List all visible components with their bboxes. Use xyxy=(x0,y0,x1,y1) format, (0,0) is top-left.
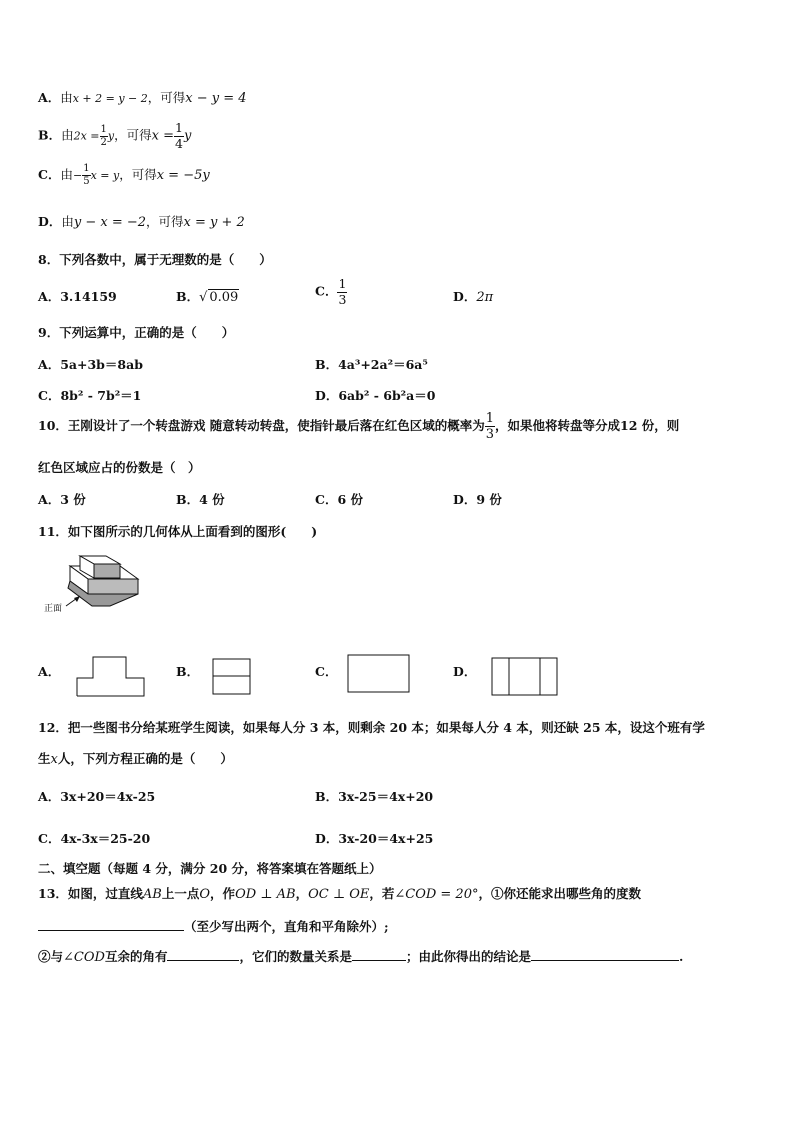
text: ，可得 xyxy=(146,214,184,229)
section-title: 二、填空题（每题 4 分，满分 20 分，将答案填在答题纸上） xyxy=(38,861,382,876)
q13-line3 xyxy=(38,947,683,965)
equation: OD ⊥ AB xyxy=(235,887,296,902)
option-label: D． xyxy=(453,289,477,304)
q9-option-a: A．5a+3b＝8ab xyxy=(38,357,143,372)
option-label: A． xyxy=(38,90,61,105)
text: ，作 xyxy=(210,886,236,901)
text: ②与 xyxy=(38,949,64,964)
equation: y − x = −2 xyxy=(73,215,147,230)
text: 由 xyxy=(61,214,74,229)
q9-option-c: C．8b² - 7b²＝1 xyxy=(38,388,142,403)
fraction: $\frac{1}{2}$ xyxy=(100,123,107,148)
text: 上一点 xyxy=(161,886,200,901)
text: 由 xyxy=(61,127,74,143)
option-label: B． xyxy=(38,127,62,143)
q7-option-c xyxy=(38,164,210,187)
text: ，若 xyxy=(369,886,395,901)
option-label: B． xyxy=(176,289,200,304)
equation: ∠COD = 20° xyxy=(394,887,479,902)
sign: − xyxy=(72,169,83,182)
q11-option-d: D． xyxy=(453,664,477,679)
q10-stem-line2: 红色区域应占的份数是（ ） xyxy=(38,460,201,475)
text: 生 xyxy=(38,751,51,766)
text: ，可得 xyxy=(147,90,186,105)
equation: x = y + 2 xyxy=(183,215,245,230)
text: . xyxy=(678,949,684,964)
equation: x − y = 4 xyxy=(185,91,247,106)
text: 10．王刚设计了一个转盘游戏 随意转动转盘，使指针最后落在红色区域的概率为 xyxy=(38,418,485,433)
text: ，①你还能求出哪些角的度数 xyxy=(478,886,641,901)
option-a-shape xyxy=(76,656,146,698)
front-label: 正面 xyxy=(44,604,63,614)
answer-blank[interactable] xyxy=(38,918,184,931)
text: （至少写出两个，直角和平角除外）; xyxy=(184,919,389,934)
q12-option-b: B．3x-25＝4x+20 xyxy=(315,789,434,804)
q8-option-b xyxy=(176,287,239,305)
q11-stem: 11．如下图所示的几何体从上面看到的图形( ) xyxy=(38,524,318,539)
answer-blank[interactable] xyxy=(167,948,239,961)
q10-option-b: B．4 份 xyxy=(176,492,225,507)
answer-blank[interactable] xyxy=(531,948,679,961)
equation: x + 2 = y − 2 xyxy=(72,92,148,105)
text: 人，下列方程正确的是（ ） xyxy=(57,751,233,766)
q8-option-c xyxy=(315,278,347,306)
q9-option-b: B．4a³+2a²＝6a⁵ xyxy=(315,357,428,372)
text: ， xyxy=(295,886,309,901)
text: ，可得 xyxy=(114,127,152,143)
text: 由 xyxy=(60,167,73,182)
q12-option-d: D．3x-20＝4x+25 xyxy=(315,831,434,846)
q10-stem-line1 xyxy=(38,412,679,441)
q12-option-c: C．4x-3x＝25-20 xyxy=(38,831,151,846)
variable: O xyxy=(199,887,211,902)
equation: OC ⊥ OE xyxy=(308,887,370,902)
q10-option-d: D．9 份 xyxy=(453,492,502,507)
text: ；由此你得出的结论是 xyxy=(405,949,531,964)
q13-line2 xyxy=(38,917,389,935)
option-c-shape xyxy=(347,654,411,694)
text: ，可得 xyxy=(119,167,157,182)
q10-option-a: A．3 份 xyxy=(38,492,86,507)
text: 13．如图，过直线 xyxy=(38,886,143,901)
variable: AB xyxy=(142,887,162,902)
option-label: C． xyxy=(38,167,61,182)
q7-option-d xyxy=(38,212,245,230)
q8-stem: 8．下列各数中，属于无理数的是（ ） xyxy=(38,252,272,267)
q8-option-d xyxy=(453,287,493,305)
equation: x = −5y xyxy=(156,168,210,183)
q13-line1 xyxy=(38,884,641,902)
q12-stem-line1: 12．把一些图书分给某班学生阅读，如果每人分 3 本，则剩余 20 本；如果每人分 4 本，则还缺 25 本，设这个班有学 xyxy=(38,720,705,735)
answer-blank[interactable] xyxy=(352,948,406,961)
fraction: $\frac{1}{3}$ xyxy=(338,276,347,307)
fraction: $\frac{1}{5}$ xyxy=(83,163,90,187)
option-label: C． xyxy=(315,283,338,299)
value: 2π xyxy=(476,290,494,305)
text: ，它们的数量关系是 xyxy=(239,949,352,964)
q8-option-a: A．3.14159 xyxy=(38,289,117,304)
equation: 2x = xyxy=(73,129,100,143)
option-d-shape xyxy=(491,657,559,697)
q9-option-d: D．6ab² - 6b²a＝0 xyxy=(315,388,436,403)
q11-option-b: B． xyxy=(176,664,200,679)
text: ，如果他将转盘等分成12 份，则 xyxy=(495,418,680,433)
sqrt-expression: √ 0.09 xyxy=(199,290,239,305)
equation: x = y xyxy=(90,169,120,182)
q7-option-a xyxy=(38,88,247,106)
fraction: $\frac{1}{4}$ xyxy=(174,120,183,151)
variable: y xyxy=(107,129,115,143)
equation: ∠COD xyxy=(63,950,105,965)
q10-option-c: C．6 份 xyxy=(315,492,363,507)
variable: y xyxy=(183,128,192,144)
text: 由 xyxy=(60,90,73,105)
q12-stem-line2 xyxy=(38,749,233,767)
fraction: $\frac{1}{3}$ xyxy=(485,411,495,442)
q7-option-b xyxy=(38,122,191,150)
q9-stem: 9．下列运算中，正确的是（ ） xyxy=(38,325,235,340)
variable: x xyxy=(50,752,58,767)
option-label: D． xyxy=(38,214,62,229)
q11-option-a: A． xyxy=(38,664,61,679)
q12-option-a: A．3x+20＝4x-25 xyxy=(38,789,156,804)
equation: x = xyxy=(151,128,174,144)
option-b-shape xyxy=(212,658,252,696)
q11-option-c: C． xyxy=(315,664,338,679)
text: 互余的角有 xyxy=(104,949,168,964)
